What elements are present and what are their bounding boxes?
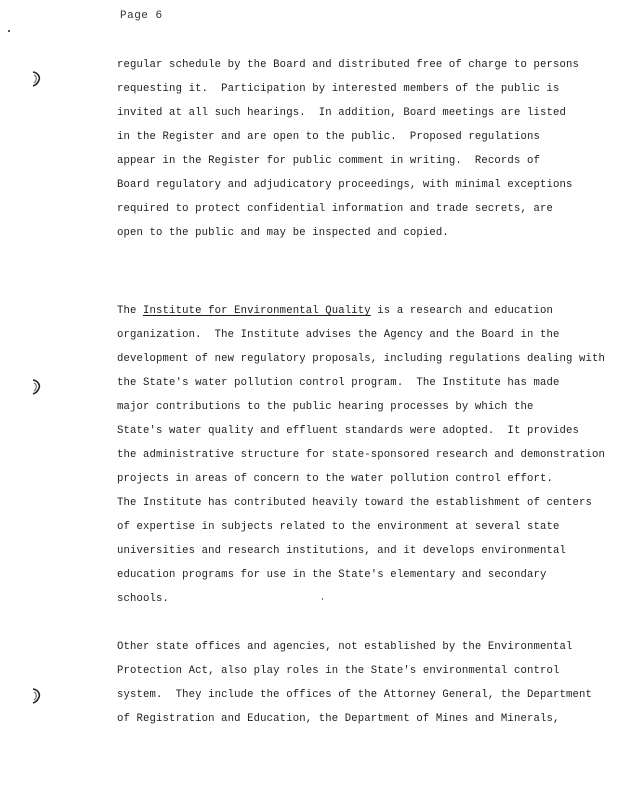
punch-hole-icon <box>30 687 42 705</box>
page-header: Page 6 <box>120 10 163 22</box>
underlined-title: Institute for Environmental Quality <box>143 305 371 317</box>
text-line: system. They include the offices of the Attorney General, the Department <box>117 689 593 701</box>
text-line: the administrative structure for state-sponsored research and demonstration <box>117 449 606 461</box>
text-line: organization. The Institute advises the Agency and the Board in the <box>117 329 560 341</box>
text-line: schools. <box>117 593 170 605</box>
text-line: education programs for use in the State's elementary and secondary <box>117 569 547 581</box>
text-line: major contributions to the public hearing processes by which the <box>117 401 534 413</box>
text-line: of expertise in subjects related to the environment at several state <box>117 521 560 533</box>
scan-speck <box>8 30 10 32</box>
scan-speck <box>322 598 323 600</box>
paragraph-institute <box>117 299 606 611</box>
text-line: open to the public and may be inspected and copied. <box>117 227 449 239</box>
text-line <box>117 299 587 323</box>
punch-hole-icon <box>30 378 42 396</box>
text-fragment: is a research and education <box>370 305 554 317</box>
text-line: Board regulatory and adjudicatory proceedings, with minimal exceptions <box>117 179 573 191</box>
punch-hole-icon <box>30 70 42 88</box>
text-line: in the Register and are open to the public. Proposed regulations <box>117 131 540 143</box>
text-line: Protection Act, also play roles in the State's environmental control <box>117 665 560 677</box>
paragraph-board-hearings <box>117 53 587 245</box>
text-line: universities and research institutions, and it develops environmental <box>117 545 567 557</box>
text-line: projects in areas of concern to the water pollution control effort. <box>117 473 553 485</box>
text-line: required to protect confidential information and trade secrets, are <box>117 203 553 215</box>
text-line: State's water quality and effluent standards were adopted. It provides <box>117 425 580 437</box>
paragraph-other-agencies <box>117 635 593 731</box>
text-line: Other state offices and agencies, not established by the Environmental <box>117 641 573 653</box>
text-line: development of new regulatory proposals, including regulations dealing with <box>117 353 606 365</box>
text-line: regular schedule by the Board and distributed free of charge to persons <box>117 59 580 71</box>
text-line: requesting it. Participation by interested members of the public is <box>117 83 560 95</box>
text-line: the State's water pollution control program. The Institute has made <box>117 377 560 389</box>
text-line: of Registration and Education, the Department of Mines and Minerals, <box>117 713 560 725</box>
text-line: The Institute has contributed heavily toward the establishment of centers <box>117 497 593 509</box>
text-line: appear in the Register for public comment in writing. Records of <box>117 155 540 167</box>
text-fragment: The <box>117 305 144 317</box>
text-line: invited at all such hearings. In addition, Board meetings are listed <box>117 107 567 119</box>
